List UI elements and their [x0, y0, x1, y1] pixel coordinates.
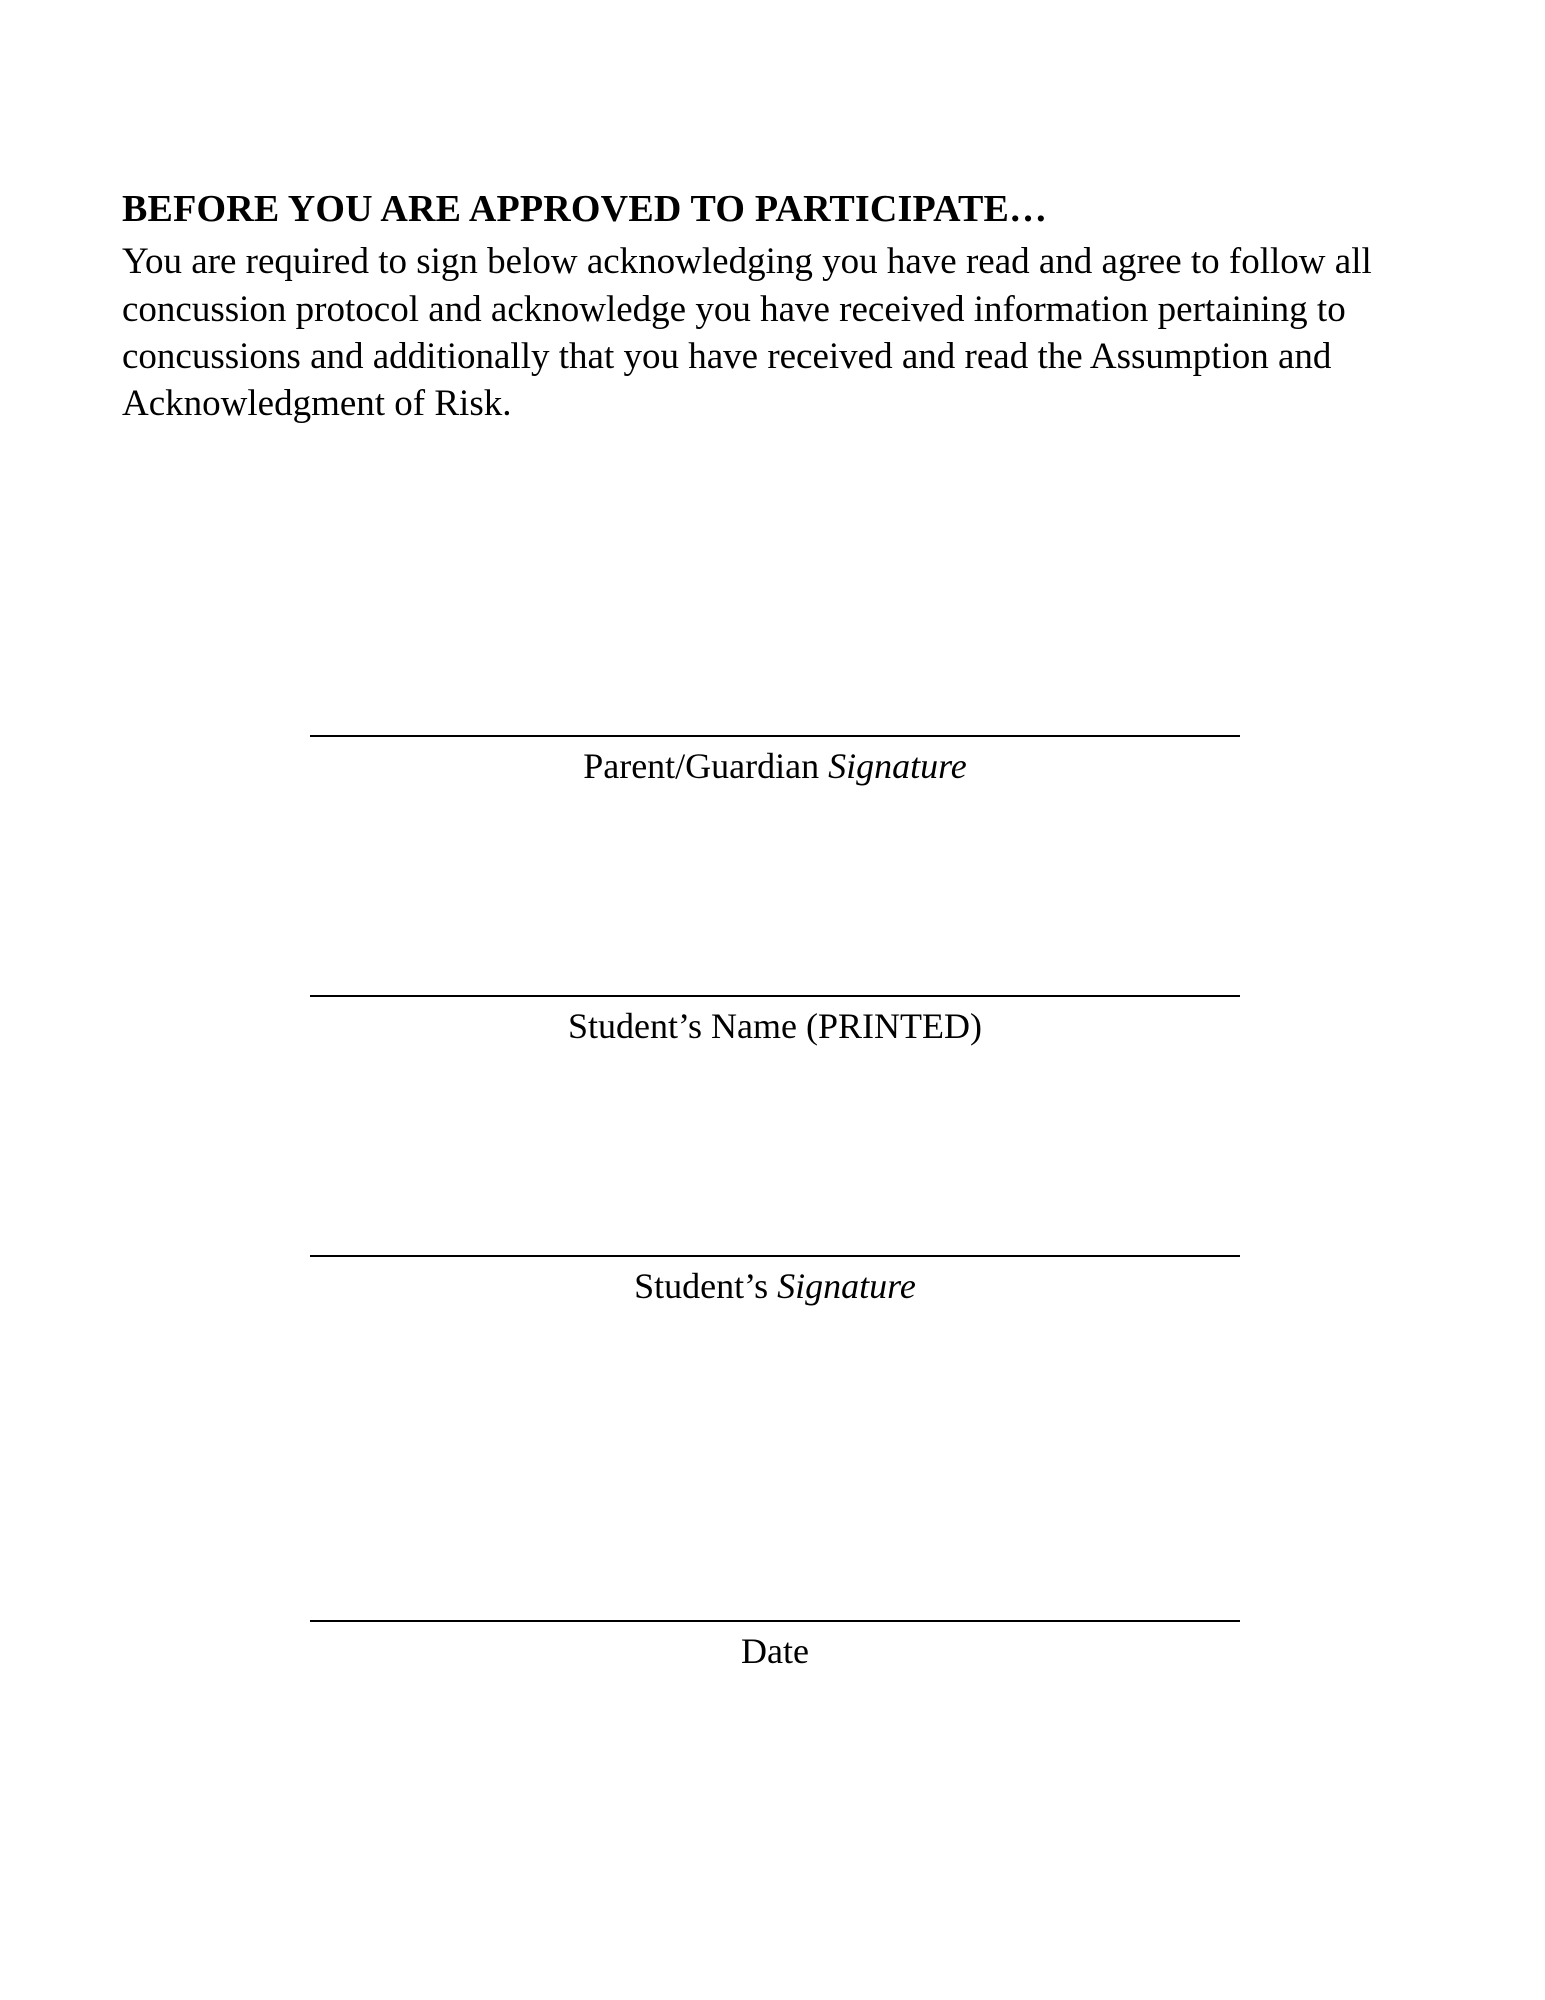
signature-caption-date: [310, 1622, 1240, 1673]
signature-field-student-name: [310, 995, 1240, 1048]
caption-text: Student’s Name (PRINTED): [568, 1006, 982, 1046]
document-content: [122, 185, 1422, 428]
signature-caption-student-name: [310, 997, 1240, 1048]
signature-caption-student-signature: [310, 1257, 1240, 1308]
acknowledgment-paragraph: You are required to sign below acknowledging you have read and agree to follow all concussion protocol and acknowledge you have received information pertaining to concussions and additionally that you have received and read the Assumption and Acknowledgment of Risk.: [122, 241, 1372, 425]
page-title: BEFORE YOU ARE APPROVED TO PARTICIPATE…: [122, 188, 1048, 230]
caption-text: Student’s: [634, 1266, 778, 1306]
signature-field-student-signature: [310, 1255, 1240, 1308]
caption-text: Date: [741, 1631, 809, 1671]
signature-caption-parent-guardian: [310, 737, 1240, 788]
signature-field-date: [310, 1620, 1240, 1673]
caption-text-italic: Signature: [777, 1266, 916, 1306]
signature-field-parent-guardian: [310, 735, 1240, 788]
caption-text-italic: Signature: [828, 746, 967, 786]
caption-text: Parent/Guardian: [583, 746, 829, 786]
